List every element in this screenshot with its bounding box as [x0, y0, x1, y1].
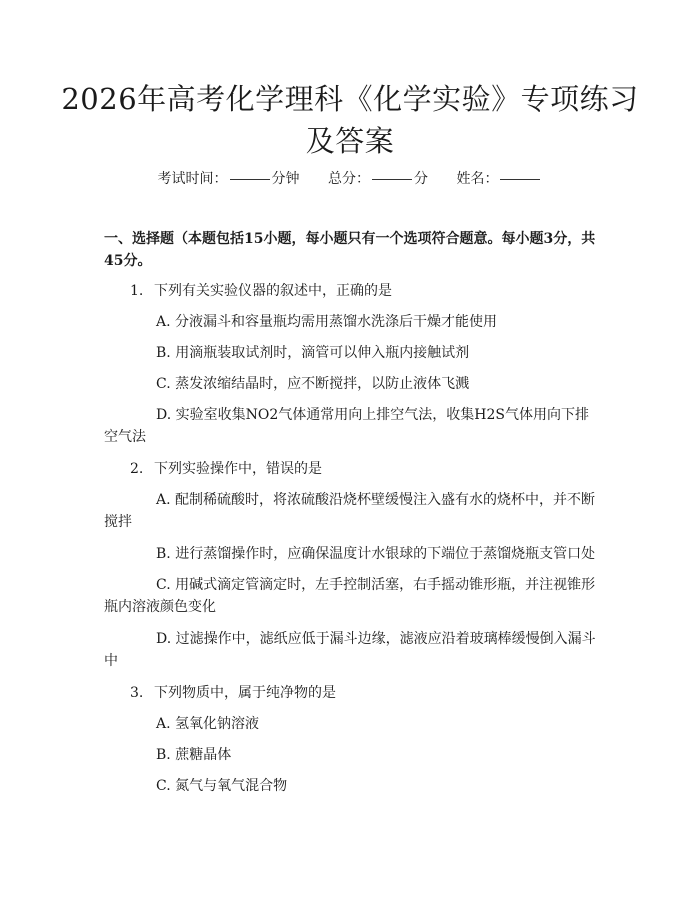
score-blank [372, 179, 412, 180]
score-label: 总分： [328, 171, 370, 187]
title-line-1: 2026年高考化学理科《化学实验》专项练习 [61, 82, 639, 116]
question-stem: 下列实验操作中，错误的是 [154, 461, 322, 477]
option-1a: A. 分液漏斗和容量瓶均需用蒸馏水洗涤后干燥才能使用 [156, 314, 498, 330]
question-1 [104, 280, 596, 302]
time-label: 考试时间： [157, 171, 228, 187]
question-number: 1. [130, 283, 144, 299]
exam-score [328, 171, 428, 187]
option-1c: C. 蒸发浓缩结晶时，应不断搅拌，以防止液体飞溅 [156, 376, 470, 392]
document-title [60, 78, 640, 162]
name-blank [500, 179, 540, 180]
question-3 [104, 682, 596, 704]
option-2d: D. 过滤操作中，滤纸应低于漏斗边缘，滤液应沿着玻璃棒缓慢倒入漏斗中 [104, 631, 596, 669]
name-label: 姓名： [456, 171, 499, 187]
option-3c: C. 氮气与氧气混合物 [156, 778, 288, 794]
time-blank [230, 179, 270, 180]
option-3b: B. 蔗糖晶体 [156, 747, 232, 763]
option-1b: B. 用滴瓶装取试剂时，滴管可以伸入瓶内接触试剂 [156, 345, 470, 361]
option-2a: A. 配制稀硫酸时，将浓硫酸沿烧杯壁缓慢注入盛有水的烧杯中，并不断搅拌 [104, 492, 596, 530]
question-stem: 下列物质中，属于纯净物的是 [154, 685, 336, 701]
question-number: 2. [130, 461, 144, 477]
question-2 [104, 458, 596, 480]
option-2c: C. 用碱式滴定管滴定时，左手控制活塞，右手摇动锥形瓶，并注视锥形瓶内溶液颜色变化 [104, 577, 596, 615]
time-unit: 分钟 [271, 171, 300, 187]
title-line-2: 及答案 [305, 124, 395, 158]
question-number: 3. [130, 685, 144, 701]
section-heading: 一、选择题（本题包括15小题，每小题只有一个选项符合题意。每小题3分，共45分。 [104, 231, 596, 269]
exam-meta [0, 168, 700, 188]
exam-name [456, 171, 542, 187]
question-stem: 下列有关实验仪器的叙述中，正确的是 [154, 283, 392, 299]
option-2b: B. 进行蒸馏操作时，应确保温度计水银球的下端位于蒸馏烧瓶支管口处 [156, 546, 596, 562]
option-3a: A. 氢氧化钠溶液 [156, 716, 260, 732]
exam-time [158, 171, 300, 187]
score-unit: 分 [414, 171, 428, 187]
option-1d: D. 实验室收集NO2气体通常用向上排空气法，收集H2S气体用向下排空气法 [104, 407, 589, 445]
